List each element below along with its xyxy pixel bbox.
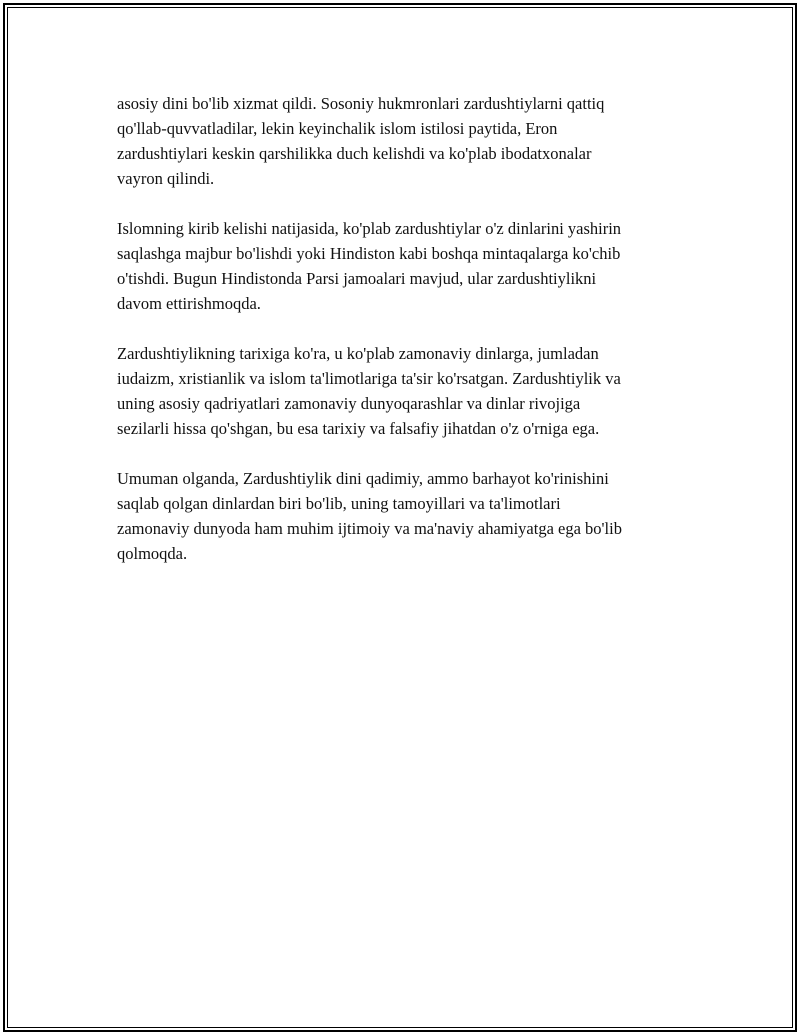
text-line: Zardushtiylikning tarixiga ko'ra, u ko'plab zamonaviy dinlarga, jumladan	[117, 344, 599, 363]
text-line: zamonaviy dunyoda ham muhim ijtimoiy va ma'naviy ahamiyatga ega bo'lib	[117, 519, 622, 538]
paragraph-2	[117, 216, 697, 316]
text-line: Umuman olganda, Zardushtiylik dini qadimiy, ammo barhayot ko'rinishini	[117, 469, 609, 488]
paragraph-4	[117, 466, 697, 566]
text-line: uning asosiy qadriyatlari zamonaviy dunyoqarashlar va dinlar rivojiga	[117, 394, 581, 413]
document-body	[117, 91, 697, 591]
text-line: o'tishdi. Bugun Hindistonda Parsi jamoalari mavjud, ular zardushtiylikni	[117, 269, 597, 288]
text-line: iudaizm, xristianlik va islom ta'limotlariga ta'sir ko'rsatgan. Zardushtiylik va	[117, 369, 621, 388]
text-line: sezilarli hissa qo'shgan, bu esa tarixiy va falsafiy jihatdan o'z o'rniga ega.	[117, 419, 600, 438]
paragraph-3	[117, 341, 697, 441]
text-line: asosiy dini bo'lib xizmat qildi. Sosoniy hukmronlari zardushtiylarni qattiq	[117, 94, 605, 113]
text-line: qolmoqda.	[117, 544, 188, 563]
text-line: saqlab qolgan dinlardan biri bo'lib, uning tamoyillari va ta'limotlari	[117, 494, 561, 513]
paragraph-1	[117, 91, 697, 191]
text-line: Islomning kirib kelishi natijasida, ko'plab zardushtiylar o'z dinlarini yashirin	[117, 219, 622, 238]
text-line: zardushtiylari keskin qarshilikka duch kelishdi va ko'plab ibodatxonalar	[117, 144, 592, 163]
text-line: vayron qilindi.	[117, 169, 215, 188]
text-line: qo'llab-quvvatladilar, lekin keyinchalik islom istilosi paytida, Eron	[117, 119, 558, 138]
text-line: davom ettirishmoqda.	[117, 294, 261, 313]
text-line: saqlashga majbur bo'lishdi yoki Hindiston kabi boshqa mintaqalarga ko'chib	[117, 244, 621, 263]
